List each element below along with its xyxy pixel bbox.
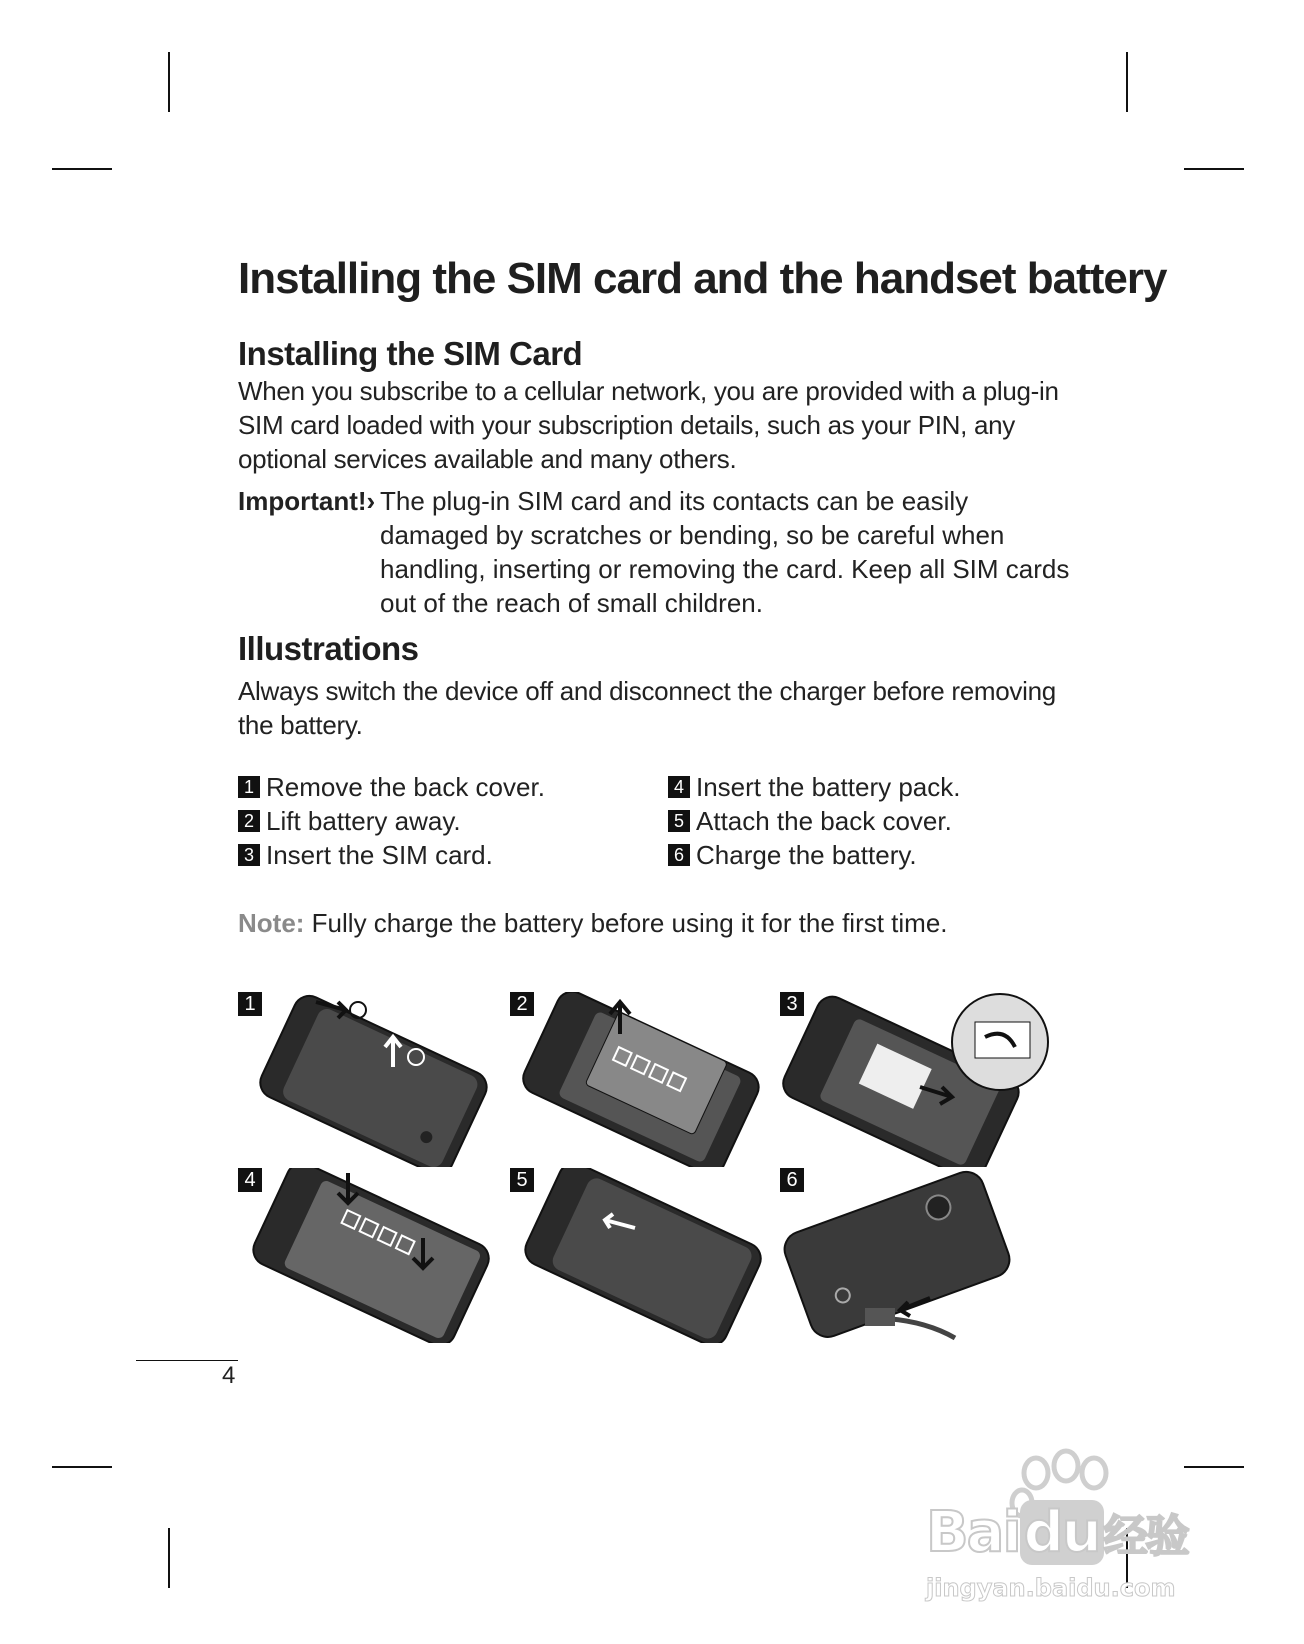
attach-cover-illustration bbox=[510, 1168, 770, 1343]
step-number: 3 bbox=[238, 844, 260, 866]
important-label: Important!› bbox=[238, 486, 376, 516]
figure-label: 3 bbox=[780, 992, 804, 1016]
watermark-brand-part: Bai bbox=[926, 1500, 1020, 1565]
step-text: Remove the back cover. bbox=[266, 772, 545, 802]
sim-heading: Installing the SIM Card bbox=[238, 335, 583, 372]
figure-6 bbox=[780, 1168, 1060, 1343]
steps-right bbox=[668, 770, 960, 872]
figure-label: 1 bbox=[238, 992, 262, 1016]
phone-back-cover-illustration bbox=[238, 992, 498, 1167]
step-number: 4 bbox=[668, 776, 690, 798]
baidu-watermark bbox=[926, 1448, 1226, 1602]
page-title: Installing the SIM card and the handset battery bbox=[238, 254, 1167, 303]
important-text: The plug-in SIM card and its contacts can be easily damaged by scratches or bending, so be careful when handling, inserting or removing the card. Keep all SIM cards out of the reach of small children. bbox=[380, 486, 1070, 618]
crop-mark bbox=[1126, 52, 1128, 112]
watermark-url: jingyan.baidu.com bbox=[926, 1574, 1176, 1602]
figure-label: 2 bbox=[510, 992, 534, 1016]
illustrations-body: Always switch the device off and disconnect the charger before removing the battery. bbox=[238, 676, 1056, 740]
watermark-brand-part: du bbox=[1020, 1500, 1104, 1565]
step-number: 6 bbox=[668, 844, 690, 866]
step-item bbox=[238, 770, 545, 804]
page-number-rule bbox=[136, 1360, 238, 1361]
crop-mark bbox=[168, 52, 170, 112]
figure-label: 6 bbox=[780, 1168, 804, 1192]
figure-label: 5 bbox=[510, 1168, 534, 1192]
step-number: 2 bbox=[238, 810, 260, 832]
figure-4 bbox=[238, 1168, 498, 1343]
step-text: Charge the battery. bbox=[696, 840, 917, 870]
step-text: Insert the SIM card. bbox=[266, 840, 493, 870]
illustrations-heading: Illustrations bbox=[238, 630, 419, 667]
page-number: 4 bbox=[222, 1362, 236, 1389]
step-text: Lift battery away. bbox=[266, 806, 461, 836]
crop-mark bbox=[168, 1528, 170, 1588]
insert-sim-illustration bbox=[780, 992, 1060, 1167]
figure-3 bbox=[780, 992, 1060, 1167]
step-item bbox=[238, 804, 545, 838]
crop-mark bbox=[1184, 168, 1244, 170]
figure-2 bbox=[510, 992, 770, 1167]
watermark-brand bbox=[926, 1500, 1188, 1565]
figure-5 bbox=[510, 1168, 770, 1343]
note bbox=[238, 906, 948, 940]
note-label: Note: bbox=[238, 908, 305, 938]
watermark-cn: 经验 bbox=[1103, 1511, 1188, 1562]
charge-battery-illustration bbox=[780, 1168, 1060, 1343]
lift-battery-illustration bbox=[510, 992, 770, 1167]
step-item bbox=[668, 804, 960, 838]
figure-1 bbox=[238, 992, 498, 1167]
note-text: Fully charge the battery before using it for the first time. bbox=[311, 908, 948, 938]
crop-mark bbox=[52, 168, 112, 170]
step-item bbox=[668, 838, 960, 872]
step-item bbox=[668, 770, 960, 804]
steps-left bbox=[238, 770, 545, 872]
step-number: 1 bbox=[238, 776, 260, 798]
crop-mark bbox=[52, 1466, 112, 1468]
step-number: 5 bbox=[668, 810, 690, 832]
step-text: Insert the battery pack. bbox=[696, 772, 961, 802]
step-item bbox=[238, 838, 545, 872]
insert-battery-illustration bbox=[238, 1168, 498, 1343]
step-text: Attach the back cover. bbox=[696, 806, 952, 836]
sim-body: When you subscribe to a cellular network, you are provided with a plug-in SIM card loaded with your subscription details, such as your PIN, any optional services available and many others. bbox=[238, 376, 1059, 474]
figure-label: 4 bbox=[238, 1168, 262, 1192]
